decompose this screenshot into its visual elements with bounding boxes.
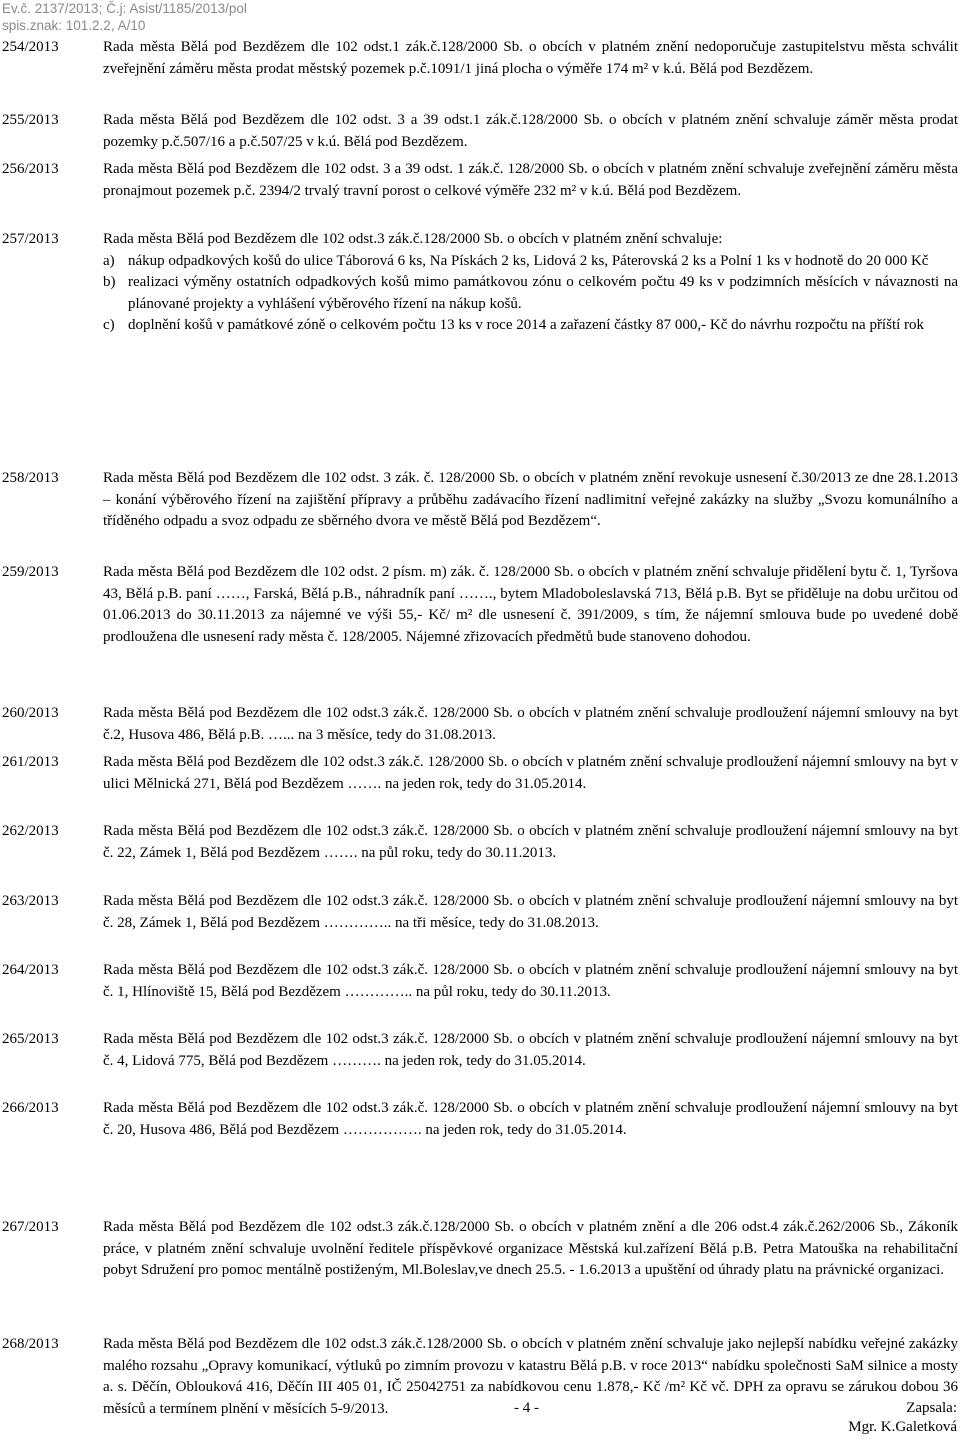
item-list: [103, 251, 958, 337]
resolution: [2, 821, 958, 864]
recorded-by-label: Zapsala:: [906, 1400, 957, 1416]
list-item: [103, 251, 958, 273]
resolution: [2, 1334, 958, 1420]
resolution-number: 264/2013: [2, 962, 59, 978]
resolution-number: 263/2013: [2, 893, 59, 909]
resolution-text: Rada města Bělá pod Bezdězem dle 102 odst. 3 a 39 odst. 1 zák.č. 128/2000 Sb. o obcích v platném znění schvaluje zveřejnění záměru města pronajmout pozemek p.č. 2394/2 trvalý travní porost o celkové výměře 232 m² v k.ú. Bělá pod Bezdězem.: [103, 161, 958, 199]
resolution-number: 261/2013: [2, 754, 59, 770]
item-letter: c): [103, 317, 115, 334]
resolution: [2, 891, 958, 934]
resolution: [2, 703, 958, 746]
resolution-number: 256/2013: [2, 161, 59, 177]
resolution-text: Rada města Bělá pod Bezdězem dle 102 odst.3 zák.č.128/2000 Sb. o obcích v platném znění schvaluje jako nejlepší nabídku veřejné zakázky malého rozsahu „Opravy komunikací, výtluků po zimním provozu v katastru Bělá p.B. v roce 2013“ nabídku společnosti SaM silnice a mosty a. s. Děčín, Oblouková 416, Děčín III 405 01, IČ 25042751 za nabídkovou cenu 1.878,- Kč /m² Kč vč. DPH za opravu se zárukou dobou 36 měsíců a termínem plnění v měsících 5-9/2013.: [103, 1336, 958, 1417]
resolution: [2, 752, 958, 795]
file-code: spis.znak: 101.2.2, A/10: [2, 18, 146, 33]
resolution-text: Rada města Bělá pod Bezdězem dle 102 odst. 3 a 39 odst.1 zák.č.128/2000 Sb. o obcích v platném znění schvaluje záměr města prodat pozemky p.č.507/16 a p.č.507/25 v k.ú. Bělá pod Bezdězem.: [103, 112, 958, 150]
registry-number: Ev.č. 2137/2013; Č.j: Asist/1185/2013/pol: [2, 1, 247, 16]
item-letter: b): [103, 274, 116, 291]
resolution-number: 257/2013: [2, 231, 59, 247]
resolution-number: 268/2013: [2, 1336, 59, 1352]
resolution-text: Rada města Bělá pod Bezdězem dle 102 odst. 2 písm. m) zák. č. 128/2000 Sb. o obcích v platném znění schvaluje přidělení bytu č. 1, Tyršova 43, Bělá p.B. paní ……, Farská, Bělá p.B., náhradník paní ……., bytem Mladoboleslavská 713, Bělá p.B. Byt se přiděluje na dobu určitou od 01.06.2013 do 30.11.2013 za nájemné ve výši 55,- Kč/ m² dle usnesení č. 391/2009, s tím, že nájemní smlouva bude po uvedené době prodloužena dle usnesení rady města č. 128/2005. Nájemné zřizovacích předmětů bude stanoveno dohodou.: [103, 564, 958, 645]
item-letter: a): [103, 252, 115, 269]
resolution-text: Rada města Bělá pod Bezdězem dle 102 odst.3 zák.č. 128/2000 Sb. o obcích v platném znění schvaluje prodloužení nájemní smlouvy na byt č. 1, Hlínoviště 15, Bělá pod Bezdězem ………….. na půl roku, tedy do 30.11.2013.: [103, 962, 958, 1000]
resolution: [2, 159, 958, 202]
resolution-text: Rada města Bělá pod Bezdězem dle 102 odst.3 zák.č. 128/2000 Sb. o obcích v platném znění schvaluje prodloužení nájemní smlouvy na byt č. 4, Lidová 775, Bělá pod Bezdězem ………. na jeden rok, tedy do 31.05.2014.: [103, 1031, 958, 1069]
resolution-number: 258/2013: [2, 470, 59, 486]
resolution: [2, 562, 958, 648]
resolution-number: 265/2013: [2, 1031, 59, 1047]
resolution-text: Rada města Bělá pod Bezdězem dle 102 odst.3 zák.č. 128/2000 Sb. o obcích v platném znění schvaluje prodloužení nájemní smlouvy na byt č. 28, Zámek 1, Bělá pod Bezdězem ………….. na tři měsíce, tedy do 31.08.2013.: [103, 893, 958, 931]
resolution: [2, 229, 958, 337]
item-text: realizaci výměny ostatních odpadkových košů mimo památkovou zónu o celkovém počtu 49 ks v podzimních měsících v návaznosti na plánované projekty a vyhlášení výběrového řízení na nákup košů.: [128, 274, 958, 312]
resolution-text: Rada města Bělá pod Bezdězem dle 102 odst.3 zák.č.128/2000 Sb. o obcích v platném znění schvaluje:: [103, 231, 723, 247]
resolution-number: 259/2013: [2, 564, 59, 580]
recorder-name: Mgr. K.Galetková: [848, 1419, 957, 1435]
resolution: [2, 468, 958, 533]
list-item: [103, 272, 958, 315]
resolution-number: 260/2013: [2, 705, 59, 721]
list-item: [103, 315, 958, 337]
resolution-text: Rada města Bělá pod Bezdězem dle 102 odst. 3 zák. č. 128/2000 Sb. o obcích v platném znění revokuje usnesení č.30/2013 ze dne 28.1.2013 – konání výběrového řízení na zajištění přípravy a průběhu zadávacího řízení nadlimitní veřejné zakázky na služby „Svozu komunálního a tříděného odpadu a svoz odpadu ze sběrného dvora ve městě Bělá pod Bezdězem“.: [103, 470, 958, 530]
item-text: nákup odpadkových košů do ulice Táborová 6 ks, Na Pískách 2 ks, Lidová 2 ks, Páterovská 2 ks a Polní 1 ks v hodnotě do 20 000 Kč: [128, 252, 929, 269]
resolution-text: Rada města Bělá pod Bezdězem dle 102 odst.3 zák.č. 128/2000 Sb. o obcích v platném znění schvaluje prodloužení nájemní smlouvy na byt č. 20, Husova 486, Bělá pod Bezdězem ……………. na jeden rok, tedy do 31.05.2014.: [103, 1100, 958, 1138]
resolution: [2, 1029, 958, 1072]
resolution-text: Rada města Bělá pod Bezdězem dle 102 odst.1 zák.č.128/2000 Sb. o obcích v platném znění nedoporučuje zastupitelstvu města schválit zveřejnění záměru města prodat městský pozemek p.č.1091/1 jiná plocha o výměře 174 m² v k.ú. Bělá pod Bezdězem.: [103, 39, 958, 77]
resolution-body: [103, 229, 958, 337]
resolution-number: 254/2013: [2, 39, 59, 55]
resolution-number: 262/2013: [2, 823, 59, 839]
resolution: [2, 110, 958, 153]
resolution: [2, 37, 958, 80]
resolution-text: Rada města Bělá pod Bezdězem dle 102 odst.3 zák.č. 128/2000 Sb. o obcích v platném znění schvaluje prodloužení nájemní smlouvy na byt č.2, Husova 486, Bělá p.B. …... na 3 měsíce, tedy do 31.08.2013.: [103, 705, 958, 743]
resolution: [2, 960, 958, 1003]
resolution-number: 266/2013: [2, 1100, 59, 1116]
resolution: [2, 1217, 958, 1282]
resolution-number: 255/2013: [2, 112, 59, 128]
resolution-number: 267/2013: [2, 1219, 59, 1235]
resolution-text: Rada města Bělá pod Bezdězem dle 102 odst.3 zák.č. 128/2000 Sb. o obcích v platném znění schvaluje prodloužení nájemní smlouvy na byt č. 22, Zámek 1, Bělá pod Bezdězem ……. na půl roku, tedy do 30.11.2013.: [103, 823, 958, 861]
item-text: doplnění košů v památkové zóně o celkovém počtu 13 ks v roce 2014 a zařazení částky 87 000,- Kč do návrhu rozpočtu na příští rok: [128, 317, 925, 334]
page-number: - 4 -: [514, 1400, 539, 1416]
resolution: [2, 1098, 958, 1141]
resolution-text: Rada města Bělá pod Bezdězem dle 102 odst.3 zák.č. 128/2000 Sb. o obcích v platném znění schvaluje prodloužení nájemní smlouvy na byt v ulici Mělnická 271, Bělá pod Bezdězem ……. na jeden rok, tedy do 31.05.2014.: [103, 754, 958, 792]
resolution-text: Rada města Bělá pod Bezdězem dle 102 odst.3 zák.č.128/2000 Sb. o obcích v platném znění a dle 206 odst.4 zák.č.262/2006 Sb., Zákoník práce, v platném znění schvaluje uvolnění ředitele příspěvkové organizace Městská kul.zařízení Bělá p.B. Petra Matouška na rehabilitační pobyt Sdružení pro pomoc mentálně postiženým, Ml.Boleslav,ve dnech 25.5. - 1.6.2013 a upuštění od úhrady platu na právnické organizaci.: [103, 1219, 958, 1279]
